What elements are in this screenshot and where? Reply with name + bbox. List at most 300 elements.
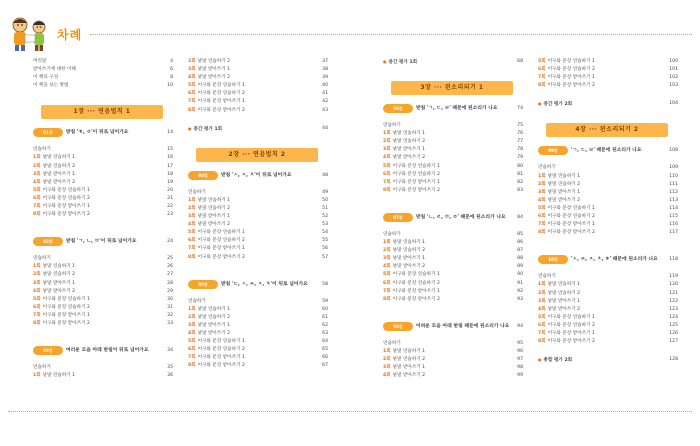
- page-number: 19: [167, 179, 173, 185]
- toc-entry[interactable]: [538, 205, 678, 213]
- toc-entry[interactable]: [33, 187, 173, 195]
- lesson-title: 받침 'ㅅ, ㅈ, ㅊ'이 뒤로 넘어가요: [221, 172, 292, 178]
- toc-entry[interactable]: [33, 171, 173, 179]
- toc-entry[interactable]: [383, 130, 523, 138]
- toc-entry[interactable]: [383, 231, 523, 239]
- toc-entry[interactable]: [538, 197, 678, 205]
- entry-title: 중간 평가 1회: [193, 126, 223, 132]
- toc-entry[interactable]: [538, 229, 678, 237]
- entry-title: 낱말 연습하기 1: [547, 282, 581, 288]
- session-number: 7회: [188, 355, 196, 361]
- entry-title: 어구와 문장 연습하기 1: [197, 83, 245, 89]
- toc-entry[interactable]: [383, 348, 523, 356]
- page-number: 26: [167, 264, 173, 270]
- toc-entry[interactable]: [188, 197, 328, 205]
- toc-entry[interactable]: [33, 271, 173, 279]
- toc-entry[interactable]: [538, 164, 678, 172]
- toc-entry[interactable]: [33, 312, 173, 320]
- session-number: 3회: [33, 280, 41, 286]
- entry-title: 낱말 연습하기 2: [197, 59, 231, 64]
- session-number: 6회: [188, 238, 196, 244]
- page-number: 30: [167, 296, 173, 302]
- toc-entry[interactable]: [383, 255, 523, 263]
- toc-entry[interactable]: [33, 74, 173, 82]
- toc-entry[interactable]: [188, 74, 328, 82]
- toc-entry[interactable]: [188, 189, 328, 197]
- lesson-title: 받침 'ㄱ, ㄴ, ㅁ'이 뒤로 넘어가요: [66, 239, 137, 245]
- toc-entry[interactable]: [33, 58, 173, 66]
- page-number: 53: [322, 222, 328, 228]
- page-number: 48: [322, 172, 328, 178]
- entry-title: 어구와 문장 연습하기 1: [42, 296, 90, 302]
- page-number: 121: [669, 290, 678, 296]
- toc-entry[interactable]: [538, 173, 678, 181]
- session-number: 5회: [33, 296, 41, 302]
- page-number: 76: [517, 131, 523, 137]
- entry-title: 낱말 연습하기 2: [42, 272, 76, 278]
- toc-entry[interactable]: [383, 247, 523, 255]
- toc-entry[interactable]: [538, 314, 678, 322]
- toc-entry[interactable]: [383, 187, 523, 195]
- toc-entry[interactable]: [383, 263, 523, 271]
- lesson-title: 'ㄱ, ㄷ, ㅂ' 때문에 된소리가 나요: [571, 148, 642, 154]
- session-number: 5회: [538, 59, 546, 64]
- page-number: 124: [669, 314, 678, 320]
- page-number: 37: [322, 59, 328, 64]
- entry-title: 어구와 문장 연습하기 2: [547, 322, 595, 328]
- entry-title: 낱말 연습하기 1: [392, 240, 426, 246]
- spacer: [33, 219, 173, 234]
- entry-title: 낱말 받아쓰기 2: [547, 197, 581, 203]
- page-number: 22: [167, 204, 173, 210]
- lesson-heading[interactable]: [383, 319, 523, 334]
- spacer: [188, 133, 328, 148]
- page-number: 95: [517, 340, 523, 346]
- entry-title: 어구와 문장 받아쓰기 1: [197, 355, 245, 361]
- toc-entry[interactable]: [383, 171, 523, 179]
- session-number: 8회: [188, 107, 196, 113]
- page-number: 62: [322, 322, 328, 328]
- page-number: 98: [517, 365, 523, 371]
- lesson-tag: 10강: [538, 255, 568, 264]
- toc-entry[interactable]: [188, 213, 328, 221]
- toc-entry[interactable]: [188, 354, 328, 362]
- toc-entry[interactable]: [383, 154, 523, 162]
- toc-entry[interactable]: [538, 221, 678, 229]
- toc-entry[interactable]: [383, 280, 523, 288]
- entry-title: 어구와 문장 받아쓰기 1: [42, 204, 90, 210]
- session-number: 6회: [188, 91, 196, 97]
- toc-entry[interactable]: [538, 338, 678, 346]
- toc-entry[interactable]: [188, 338, 328, 346]
- lesson-heading[interactable]: [383, 101, 523, 116]
- toc-entry[interactable]: [538, 290, 678, 298]
- toc-entry[interactable]: [33, 255, 173, 263]
- entry-title: 낱말 받아쓰기 2: [197, 330, 231, 336]
- session-number: 6회: [33, 195, 41, 201]
- lesson-heading[interactable]: [33, 125, 173, 140]
- session-number: 4회: [383, 373, 391, 379]
- entry-title: 어구와 문장 받아쓰기 1: [42, 312, 90, 318]
- toc-header: [8, 12, 692, 56]
- entry-title: 낱말 받아쓰기 1: [197, 214, 231, 220]
- toc-entry[interactable]: [33, 304, 173, 312]
- page-number: 36: [167, 373, 173, 379]
- page-number: 90: [517, 272, 523, 278]
- lesson-heading[interactable]: [33, 343, 173, 358]
- entry-title: 어구와 문장 받아쓰기 1: [197, 99, 245, 105]
- entry-title: 어구와 문장 받아쓰기 2: [197, 107, 245, 113]
- session-number: 5회: [188, 339, 196, 345]
- page-number: 39: [322, 75, 328, 81]
- toc-entry[interactable]: [188, 314, 328, 322]
- session-number: 3회: [188, 214, 196, 220]
- entry-title: 낱말 연습하기 1: [42, 373, 76, 379]
- page-number: 88: [517, 256, 523, 262]
- chapter-banner[interactable]: 4장 ··· 된소리되기 2: [546, 123, 668, 137]
- session-number: 3회: [383, 365, 391, 371]
- session-number: 1회: [33, 155, 41, 161]
- toc-entry[interactable]: [188, 362, 328, 370]
- page-number: 17: [167, 163, 173, 169]
- page-number: 93: [517, 296, 523, 302]
- lesson-tag: 03강: [33, 346, 63, 355]
- session-number: 2회: [188, 205, 196, 211]
- page-number: 91: [517, 280, 523, 286]
- session-number: 7회: [188, 246, 196, 252]
- entry-title: 낱말 연습하기 2: [392, 139, 426, 145]
- toc-entry[interactable]: [188, 205, 328, 213]
- page-number: 32: [167, 312, 173, 318]
- entry-title: 어구와 문장 받아쓰기 1: [197, 246, 245, 252]
- page-number: 128: [669, 357, 678, 363]
- toc-entry[interactable]: [33, 288, 173, 296]
- page-number: 97: [517, 356, 523, 362]
- entry-title: 어구와 문장 연습하기 2: [547, 67, 595, 73]
- page-number: 66: [322, 355, 328, 361]
- toc-entry[interactable]: [188, 66, 328, 74]
- spacer: [383, 304, 523, 319]
- page-number: 67: [322, 363, 328, 369]
- toc-entry[interactable]: [538, 281, 678, 289]
- bullet-icon: ●: [538, 357, 542, 363]
- toc-entry[interactable]: [188, 298, 328, 306]
- toc-entry[interactable]: [538, 322, 678, 330]
- footer-divider: [8, 411, 692, 412]
- session-number: 4회: [383, 264, 391, 270]
- toc-entry[interactable]: [188, 229, 328, 237]
- page-number: 50: [322, 197, 328, 203]
- spacer: [188, 115, 328, 125]
- page-number: 14: [167, 130, 173, 136]
- entry-title: 연습하기: [383, 231, 401, 237]
- exam-entry[interactable]: [538, 356, 678, 364]
- toc-entry[interactable]: [33, 203, 173, 211]
- page-number: 103: [669, 83, 678, 89]
- session-number: 5회: [188, 230, 196, 236]
- session-number: 3회: [383, 256, 391, 262]
- session-number: 2회: [383, 356, 391, 362]
- page-number: 116: [669, 222, 678, 228]
- toc-entry[interactable]: [538, 273, 678, 281]
- toc-entry[interactable]: [538, 58, 678, 66]
- toc-entry[interactable]: [188, 245, 328, 253]
- entry-title: 연습하기: [188, 298, 206, 304]
- session-number: 8회: [538, 83, 546, 89]
- page-number: 84: [517, 214, 523, 220]
- bullet-icon: ●: [383, 59, 387, 64]
- session-number: 2회: [538, 290, 546, 296]
- lesson-title: 어려운 모음 아래 받침 때문에 된소리가 나요: [416, 323, 510, 329]
- entry-title: 낱말 받아쓰기 1: [42, 171, 76, 177]
- entry-title: 낱말 받아쓰기 2: [392, 264, 426, 270]
- bullet-icon: ●: [188, 125, 192, 131]
- toc-entry[interactable]: [383, 356, 523, 364]
- session-number: 1회: [383, 240, 391, 246]
- toc-entry[interactable]: [188, 322, 328, 330]
- page-number: 56: [322, 246, 328, 252]
- lesson-heading[interactable]: [538, 143, 678, 158]
- chapter-banner[interactable]: 1장 ··· 연음법칙 1: [41, 105, 163, 119]
- toc-entry[interactable]: [33, 154, 173, 162]
- toc-entry[interactable]: [33, 82, 173, 90]
- spacer: [383, 66, 523, 81]
- page-number: 29: [167, 288, 173, 294]
- toc-entry[interactable]: [188, 58, 328, 66]
- toc-entry[interactable]: [383, 239, 523, 247]
- session-number: 7회: [538, 222, 546, 228]
- toc-entry[interactable]: [538, 74, 678, 82]
- toc-entry[interactable]: [538, 181, 678, 189]
- page-number: 28: [167, 280, 173, 286]
- session-number: 5회: [538, 314, 546, 320]
- toc-entry[interactable]: [33, 372, 173, 380]
- toc-entry[interactable]: [188, 330, 328, 338]
- page-number: 119: [669, 274, 678, 280]
- entry-title: 연습하기: [383, 123, 401, 129]
- session-number: 1회: [33, 373, 41, 379]
- session-number: 4회: [33, 179, 41, 185]
- lesson-heading[interactable]: [538, 252, 678, 267]
- lesson-title: 받침 'ㅎ, ㅇ'이 뒤로 넘어가요: [66, 130, 129, 136]
- session-number: 7회: [383, 288, 391, 294]
- toc-entry[interactable]: [188, 221, 328, 229]
- entry-title: 연습하기: [33, 147, 51, 153]
- entry-title: 어구와 문장 받아쓰기 2: [42, 320, 90, 326]
- toc-entry[interactable]: [383, 122, 523, 130]
- page-number: 20: [167, 187, 173, 193]
- chapter-banner[interactable]: 3장 ··· 된소리되기 1: [391, 81, 513, 95]
- toc-entry[interactable]: [33, 179, 173, 187]
- toc-entry[interactable]: [33, 163, 173, 171]
- entry-title: 낱말 받아쓰기 1: [392, 365, 426, 371]
- toc-entry[interactable]: [383, 288, 523, 296]
- page-number: 35: [167, 365, 173, 371]
- entry-title: 낱말 연습하기 2: [42, 163, 76, 169]
- toc-entry[interactable]: [538, 306, 678, 314]
- entry-title: 어구와 문장 연습하기 1: [392, 163, 440, 169]
- toc-entry[interactable]: [33, 296, 173, 304]
- spacer: [33, 90, 173, 105]
- session-number: 6회: [33, 304, 41, 310]
- toc-column-1: [33, 58, 173, 380]
- session-number: 5회: [538, 205, 546, 211]
- entry-title: 연습하기: [33, 256, 51, 262]
- page-number: 111: [669, 181, 678, 187]
- toc-entry[interactable]: [383, 372, 523, 380]
- entry-title: 낱말 받아쓰기 1: [42, 280, 76, 286]
- toc-entry[interactable]: [538, 189, 678, 197]
- entry-title: 어구와 문장 연습하기 1: [197, 339, 245, 345]
- page-number: 63: [322, 330, 328, 336]
- toc-entry[interactable]: [33, 211, 173, 219]
- entry-title: 낱말 받아쓰기 2: [547, 306, 581, 312]
- toc-entry[interactable]: [383, 296, 523, 304]
- spacer: [33, 328, 173, 343]
- entry-title: 머리말: [33, 59, 47, 64]
- toc-entry[interactable]: [538, 298, 678, 306]
- lesson-heading[interactable]: [188, 277, 328, 292]
- toc-entry[interactable]: [33, 263, 173, 271]
- toc-entry[interactable]: [383, 163, 523, 171]
- toc-entry[interactable]: [188, 306, 328, 314]
- page-number: 52: [322, 214, 328, 220]
- lesson-heading[interactable]: [383, 210, 523, 225]
- entry-title: 어구와 문장 연습하기 2: [197, 347, 245, 353]
- session-number: 2회: [538, 181, 546, 187]
- spacer: [383, 195, 523, 210]
- entry-title: 중간 평가 2회: [543, 102, 573, 108]
- lesson-tag: 06강: [383, 104, 413, 113]
- session-number: 1회: [383, 131, 391, 137]
- page-number: 65: [322, 347, 328, 353]
- session-number: 2회: [383, 139, 391, 145]
- exam-entry[interactable]: [383, 58, 523, 66]
- session-number: 5회: [188, 83, 196, 89]
- entry-title: 낱말 연습하기 1: [42, 155, 76, 161]
- entry-title: 낱말 받아쓰기 1: [197, 322, 231, 328]
- toc-entry[interactable]: [188, 237, 328, 245]
- entry-title: 어구와 문장 받아쓰기 2: [197, 254, 245, 260]
- toc-entry[interactable]: [188, 98, 328, 106]
- session-number: 8회: [383, 296, 391, 302]
- entry-title: 낱말 연습하기 1: [197, 197, 231, 203]
- session-number: 4회: [383, 155, 391, 161]
- entry-title: 어구와 문장 연습하기 1: [547, 314, 595, 320]
- page-number: 99: [517, 373, 523, 379]
- session-number: 4회: [188, 330, 196, 336]
- toc-entry[interactable]: [383, 271, 523, 279]
- entry-title: 이 책의 구성: [33, 75, 59, 81]
- page-number: 120: [669, 282, 678, 288]
- session-number: 3회: [188, 322, 196, 328]
- page-number: 85: [517, 231, 523, 237]
- entry-title: 어구와 문장 받아쓰기 2: [392, 296, 440, 302]
- session-number: 8회: [383, 187, 391, 193]
- page-number: 49: [322, 189, 328, 195]
- page-number: 31: [167, 304, 173, 310]
- toc-entry[interactable]: [383, 340, 523, 348]
- entry-title: 어구와 문장 연습하기 1: [547, 205, 595, 211]
- session-number: 5회: [383, 163, 391, 169]
- toc-entry[interactable]: [538, 330, 678, 338]
- session-number: 1회: [538, 173, 546, 179]
- session-number: 4회: [188, 222, 196, 228]
- entry-title: 낱말 연습하기 1: [547, 173, 581, 179]
- toc-entry[interactable]: [188, 90, 328, 98]
- toc-entry[interactable]: [383, 138, 523, 146]
- session-number: 5회: [33, 187, 41, 193]
- session-number: 6회: [383, 280, 391, 286]
- spacer: [538, 237, 678, 252]
- toc-column-3: [383, 58, 523, 380]
- exam-entry[interactable]: [538, 100, 678, 108]
- page-number: 68: [517, 59, 523, 64]
- chapter-banner-wrapper: [383, 81, 523, 95]
- toc-entry[interactable]: [33, 146, 173, 154]
- toc-entry[interactable]: [188, 82, 328, 90]
- entry-title: 낱말 받아쓰기 2: [197, 75, 231, 81]
- page-title: 차례: [57, 28, 83, 42]
- page-number: 15: [167, 147, 173, 153]
- toc-entry[interactable]: [383, 364, 523, 372]
- toc-entry[interactable]: [188, 107, 328, 115]
- page-number: 21: [167, 195, 173, 201]
- entry-title: 어구와 문장 받아쓰기 1: [392, 288, 440, 294]
- toc-entry[interactable]: [188, 346, 328, 354]
- page-number: 113: [669, 197, 678, 203]
- spacer: [538, 346, 678, 356]
- toc-entry[interactable]: [383, 179, 523, 187]
- chapter-banner[interactable]: 2장 ··· 연음법칙 2: [196, 148, 318, 162]
- session-number: 8회: [188, 254, 196, 260]
- toc-entry[interactable]: [33, 66, 173, 74]
- entry-title: 어구와 문장 연습하기 2: [392, 280, 440, 286]
- entry-title: 낱말 연습하기 1: [197, 306, 231, 312]
- toc-entry[interactable]: [33, 195, 173, 203]
- page-number: 23: [167, 212, 173, 218]
- header-divider: [90, 34, 692, 35]
- lesson-heading[interactable]: [188, 168, 328, 183]
- page-number: 127: [669, 339, 678, 345]
- toc-entry[interactable]: [538, 82, 678, 90]
- page-number: 78: [517, 147, 523, 153]
- toc-entry[interactable]: [33, 364, 173, 372]
- exam-entry[interactable]: [188, 125, 328, 133]
- session-number: 7회: [33, 204, 41, 210]
- page-number: 59: [322, 298, 328, 304]
- toc-entry[interactable]: [383, 146, 523, 154]
- toc-entry[interactable]: [538, 66, 678, 74]
- page-number: 115: [669, 214, 678, 220]
- page-number: 54: [322, 230, 328, 236]
- session-number: 7회: [538, 75, 546, 81]
- toc-entry[interactable]: [188, 254, 328, 262]
- session-number: 8회: [538, 339, 546, 345]
- page-number: 43: [322, 107, 328, 113]
- page-number: 38: [322, 67, 328, 73]
- toc-entry[interactable]: [33, 280, 173, 288]
- session-number: 4회: [538, 306, 546, 312]
- page-number: 104: [669, 101, 678, 107]
- lesson-heading[interactable]: [33, 234, 173, 249]
- toc-entry[interactable]: [33, 320, 173, 328]
- page-number: 80: [517, 163, 523, 169]
- session-number: 4회: [188, 75, 196, 81]
- page-number: 77: [517, 139, 523, 145]
- toc-entry[interactable]: [538, 213, 678, 221]
- mascot-illustration: [8, 14, 54, 52]
